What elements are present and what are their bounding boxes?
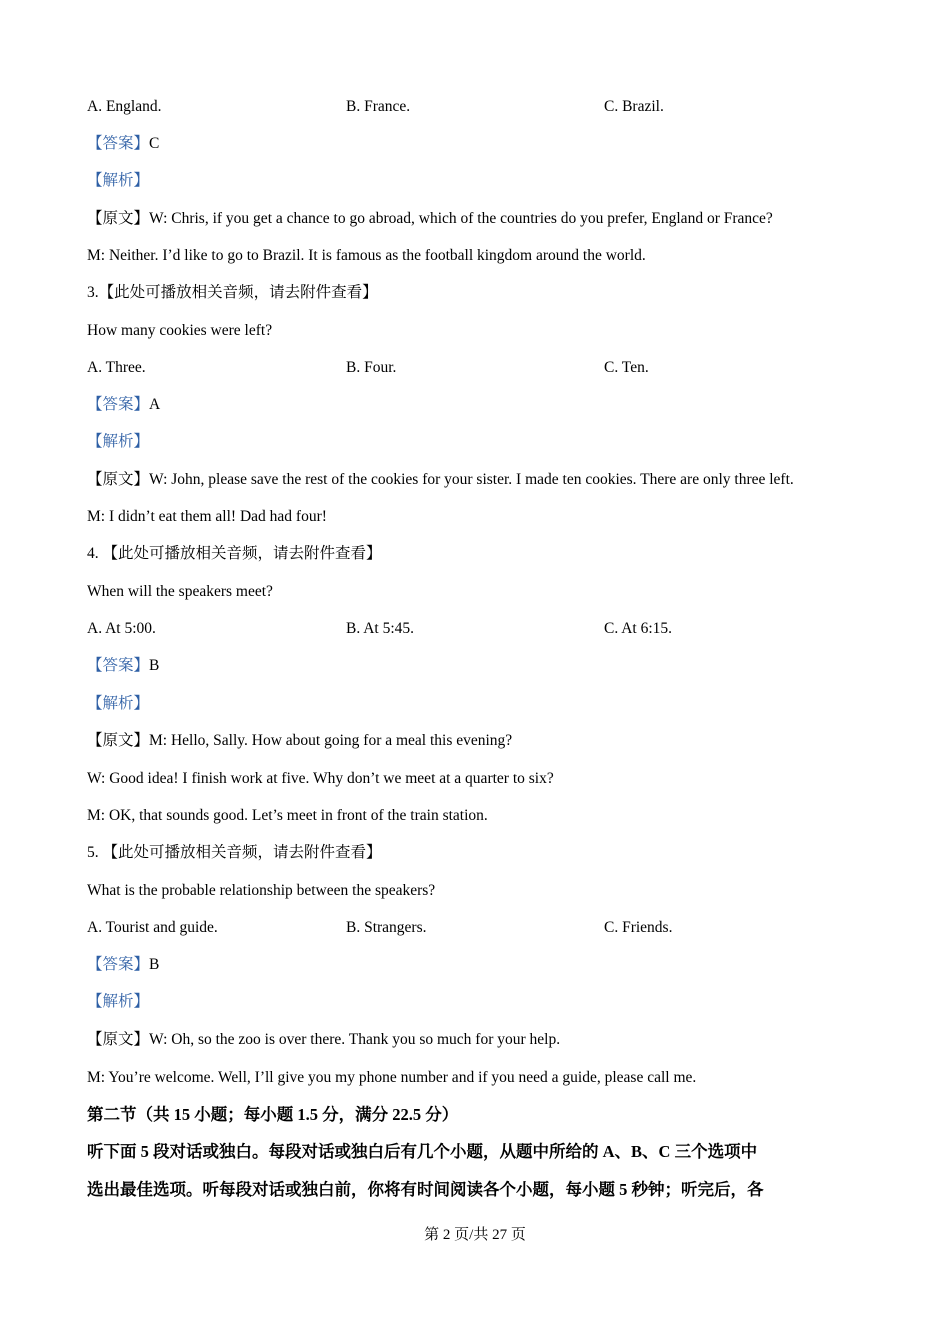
q2-option-a: A. England. — [87, 98, 162, 115]
q3-transcript-1 — [87, 470, 794, 490]
answer-label: 【答案】 — [87, 396, 150, 413]
q2-analysis-label: 【解析】 — [87, 172, 150, 189]
q4-answer — [87, 656, 159, 676]
section2-instructions-1: 听下面 5 段对话或独白。每段对话或独白后有几个小题，从题中所给的 A、B、C 三个选项中 — [87, 1142, 758, 1161]
q4-question: When will the speakers meet? — [87, 583, 273, 600]
q3-option-b: B. Four. — [346, 359, 397, 376]
yuanwen-label: 【原文】 — [87, 1031, 150, 1048]
q3-transcript-2: M: I didn’t eat them all! Dad had four! — [87, 508, 327, 525]
q5-option-a: A. Tourist and guide. — [87, 919, 218, 936]
q3-question: How many cookies were left? — [87, 322, 273, 339]
page-footer: 第 2 页/共 27 页 — [424, 1227, 526, 1243]
q3-header: 3.【此处可播放相关音频，请去附件查看】 — [87, 284, 378, 301]
answer-label: 【答案】 — [87, 956, 150, 973]
q5-question: What is the probable relationship between the speakers? — [87, 882, 436, 899]
q2-transcript-2: M: Neither. I’d like to go to Brazil. It is famous as the football kingdom around the world. — [87, 247, 646, 264]
answer-label: 【答案】 — [87, 135, 150, 152]
yuanwen-label: 【原文】 — [87, 732, 150, 749]
q3-option-a: A. Three. — [87, 359, 146, 376]
q5-transcript-1 — [87, 1030, 560, 1050]
section2-instructions-2: 选出最佳选项。听每段对话或独白前，你将有时间阅读各个小题，每小题 5 秒钟；听完后，各 — [87, 1180, 764, 1199]
q5-header: 5. 【此处可播放相关音频，请去附件查看】 — [87, 844, 382, 861]
q3-analysis-label: 【解析】 — [87, 433, 150, 450]
q5-answer — [87, 955, 159, 975]
q4-analysis-label: 【解析】 — [87, 695, 150, 712]
q4-option-a: A. At 5:00. — [87, 620, 156, 637]
q2-option-b: B. France. — [346, 98, 411, 115]
answer-value: A — [149, 396, 161, 413]
q4-option-b: B. At 5:45. — [346, 620, 415, 637]
q5-option-c: C. Friends. — [604, 919, 673, 936]
q4-header: 4. 【此处可播放相关音频，请去附件查看】 — [87, 545, 382, 562]
q2-option-c: C. Brazil. — [604, 98, 664, 115]
q2-answer — [87, 134, 159, 154]
answer-value: B — [149, 657, 160, 674]
q3-option-c: C. Ten. — [604, 359, 649, 376]
q4-transcript-1 — [87, 731, 512, 751]
q5-transcript-2: M: You’re welcome. Well, I’ll give you my phone number and if you need a guide, please call me. — [87, 1069, 697, 1086]
q5-option-b: B. Strangers. — [346, 919, 427, 936]
yuanwen-label: 【原文】 — [87, 210, 150, 227]
q4-transcript-2: W: Good idea! I finish work at five. Why don’t we meet at a quarter to six? — [87, 770, 554, 787]
answer-value: C — [149, 135, 160, 152]
answer-label: 【答案】 — [87, 657, 150, 674]
section2-title: 第二节（共 15 小题；每小题 1.5 分，满分 22.5 分） — [87, 1105, 459, 1124]
yuanwen-label: 【原文】 — [87, 471, 150, 488]
transcript-text: W: Oh, so the zoo is over there. Thank you so much for your help. — [149, 1031, 561, 1048]
transcript-text: W: John, please save the rest of the cookies for your sister. I made ten cookies. There are only three left. — [149, 471, 794, 488]
q4-transcript-3: M: OK, that sounds good. Let’s meet in front of the train station. — [87, 807, 488, 824]
q5-analysis-label: 【解析】 — [87, 993, 150, 1010]
answer-value: B — [149, 956, 160, 973]
transcript-text: W: Chris, if you get a chance to go abroad, which of the countries do you prefer, England or France? — [149, 210, 773, 227]
q3-answer — [87, 395, 160, 415]
q2-transcript-1 — [87, 209, 773, 229]
q4-option-c: C. At 6:15. — [604, 620, 673, 637]
transcript-text: M: Hello, Sally. How about going for a meal this evening? — [149, 732, 513, 749]
